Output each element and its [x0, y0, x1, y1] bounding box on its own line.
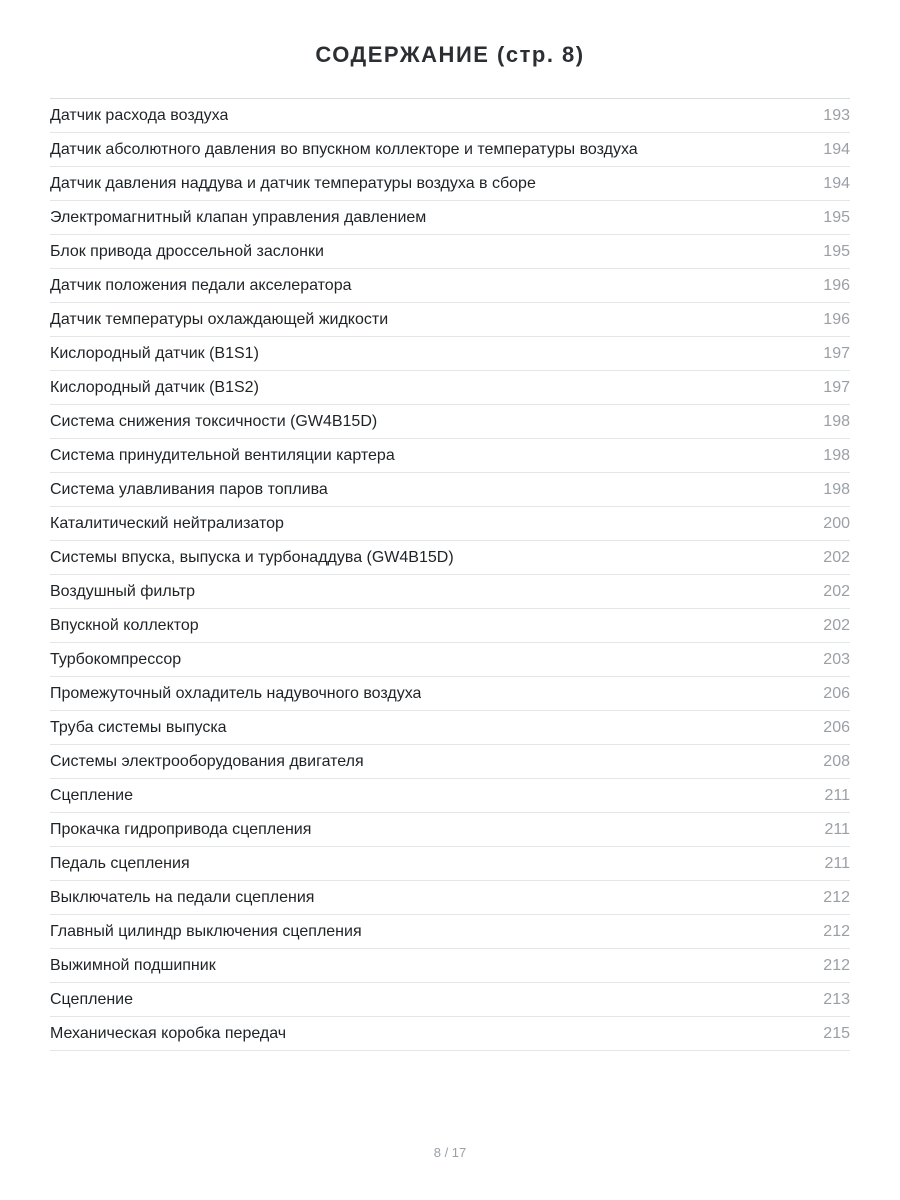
toc-entry[interactable] — [50, 201, 850, 235]
toc-entry-label: Система снижения токсичности (GW4B15D) — [50, 412, 378, 430]
toc-entry-page-number: 193 — [823, 106, 850, 124]
toc-entry-label: Выключатель на педали сцепления — [50, 888, 315, 906]
toc-entry[interactable] — [50, 609, 850, 643]
toc-entry-label: Главный цилиндр выключения сцепления — [50, 922, 362, 940]
toc-entry-page-number: 211 — [824, 786, 850, 804]
toc-entry-page-number: 194 — [823, 174, 850, 192]
toc-entry[interactable] — [50, 847, 850, 881]
toc-entry-label: Системы впуска, выпуска и турбонаддува (GW4B15D) — [50, 548, 454, 566]
toc-entry-page-number: 211 — [824, 820, 850, 838]
toc-entry-label: Сцепление — [50, 990, 134, 1008]
toc-entry-label: Кислородный датчик (B1S2) — [50, 378, 259, 396]
toc-entry-page-number: 196 — [823, 310, 850, 328]
toc-entry-label: Электромагнитный клапан управления давлением — [50, 208, 427, 226]
toc-entry-label: Впускной коллектор — [50, 616, 199, 634]
toc-entry-page-number: 212 — [823, 922, 850, 940]
page-title: СОДЕРЖАНИЕ (стр. 8) — [315, 42, 585, 67]
toc-entry-label: Система принудительной вентиляции картера — [50, 446, 395, 464]
toc-entry[interactable] — [50, 133, 850, 167]
toc-entry-page-number: 208 — [823, 752, 850, 770]
toc-entry[interactable] — [50, 439, 850, 473]
toc-entry[interactable] — [50, 1017, 850, 1051]
page-indicator: 8 / 17 — [433, 1145, 467, 1160]
toc-entry-page-number: 213 — [823, 990, 850, 1008]
toc-entry-label: Воздушный фильтр — [50, 582, 196, 600]
toc-entry[interactable] — [50, 303, 850, 337]
toc-entry-label: Каталитический нейтрализатор — [50, 514, 284, 532]
toc-entry-page-number: 200 — [823, 514, 850, 532]
toc-entry-page-number: 206 — [823, 684, 850, 702]
toc-entry[interactable] — [50, 813, 850, 847]
toc-entry-label: Кислородный датчик (B1S1) — [50, 344, 259, 362]
toc-entry-page-number: 198 — [823, 480, 850, 498]
toc-entry-label: Педаль сцепления — [50, 854, 190, 872]
toc-entry-label: Система улавливания паров топлива — [50, 480, 328, 498]
toc-entry-page-number: 195 — [823, 208, 850, 226]
toc-entry-label: Прокачка гидропривода сцепления — [50, 820, 312, 838]
toc-entry-page-number: 196 — [823, 276, 850, 294]
toc-entry-page-number: 212 — [823, 956, 850, 974]
toc-entry-page-number: 202 — [823, 582, 850, 600]
toc-entry-page-number: 197 — [823, 344, 850, 362]
toc-entry-label: Системы электрооборудования двигателя — [50, 752, 364, 770]
toc-entry[interactable] — [50, 949, 850, 983]
toc-entry-page-number: 203 — [823, 650, 850, 668]
toc-entry-label: Труба системы выпуска — [50, 718, 227, 736]
toc-entry-label: Датчик расхода воздуха — [50, 106, 229, 124]
toc-entry[interactable] — [50, 779, 850, 813]
toc-entry[interactable] — [50, 99, 850, 133]
toc-entry-label: Датчик температуры охлаждающей жидкости — [50, 310, 389, 328]
toc-entry[interactable] — [50, 643, 850, 677]
toc-entry[interactable] — [50, 711, 850, 745]
toc-entry-label: Сцепление — [50, 786, 134, 804]
toc-entry[interactable] — [50, 983, 850, 1017]
toc-entry[interactable] — [50, 473, 850, 507]
toc-entry-page-number: 206 — [823, 718, 850, 736]
toc-entry[interactable] — [50, 881, 850, 915]
toc-entry[interactable] — [50, 269, 850, 303]
toc-entry[interactable] — [50, 337, 850, 371]
toc-entry[interactable] — [50, 405, 850, 439]
toc-entry-label: Датчик положения педали акселератора — [50, 276, 352, 294]
toc-entry[interactable] — [50, 541, 850, 575]
toc-entry-label: Турбокомпрессор — [50, 650, 182, 668]
toc-entry[interactable] — [50, 677, 850, 711]
toc-entry-label: Датчик абсолютного давления во впускном коллекторе и температуры воздуха — [50, 140, 638, 158]
toc-entry-page-number: 198 — [823, 412, 850, 430]
toc-entry-label: Блок привода дроссельной заслонки — [50, 242, 324, 260]
toc-entry-page-number: 212 — [823, 888, 850, 906]
toc-entry[interactable] — [50, 915, 850, 949]
toc-entry[interactable] — [50, 745, 850, 779]
toc-entry-page-number: 195 — [823, 242, 850, 260]
toc-entry-page-number: 202 — [823, 548, 850, 566]
toc-entry-page-number: 215 — [823, 1024, 850, 1042]
toc-entry[interactable] — [50, 167, 850, 201]
toc-entry[interactable] — [50, 507, 850, 541]
toc-entry-label: Выжимной подшипник — [50, 956, 216, 974]
toc-entry-page-number: 194 — [823, 140, 850, 158]
toc-entry[interactable] — [50, 575, 850, 609]
toc-entry-page-number: 202 — [823, 616, 850, 634]
toc-entry-label: Механическая коробка передач — [50, 1024, 287, 1042]
toc-list — [50, 98, 850, 1051]
toc-entry-page-number: 197 — [823, 378, 850, 396]
toc-entry-page-number: 211 — [824, 854, 850, 872]
toc-entry[interactable] — [50, 371, 850, 405]
toc-entry-label: Промежуточный охладитель надувочного воздуха — [50, 684, 422, 702]
toc-entry-label: Датчик давления наддува и датчик температуры воздуха в сборе — [50, 174, 536, 192]
toc-entry[interactable] — [50, 235, 850, 269]
toc-entry-page-number: 198 — [823, 446, 850, 464]
